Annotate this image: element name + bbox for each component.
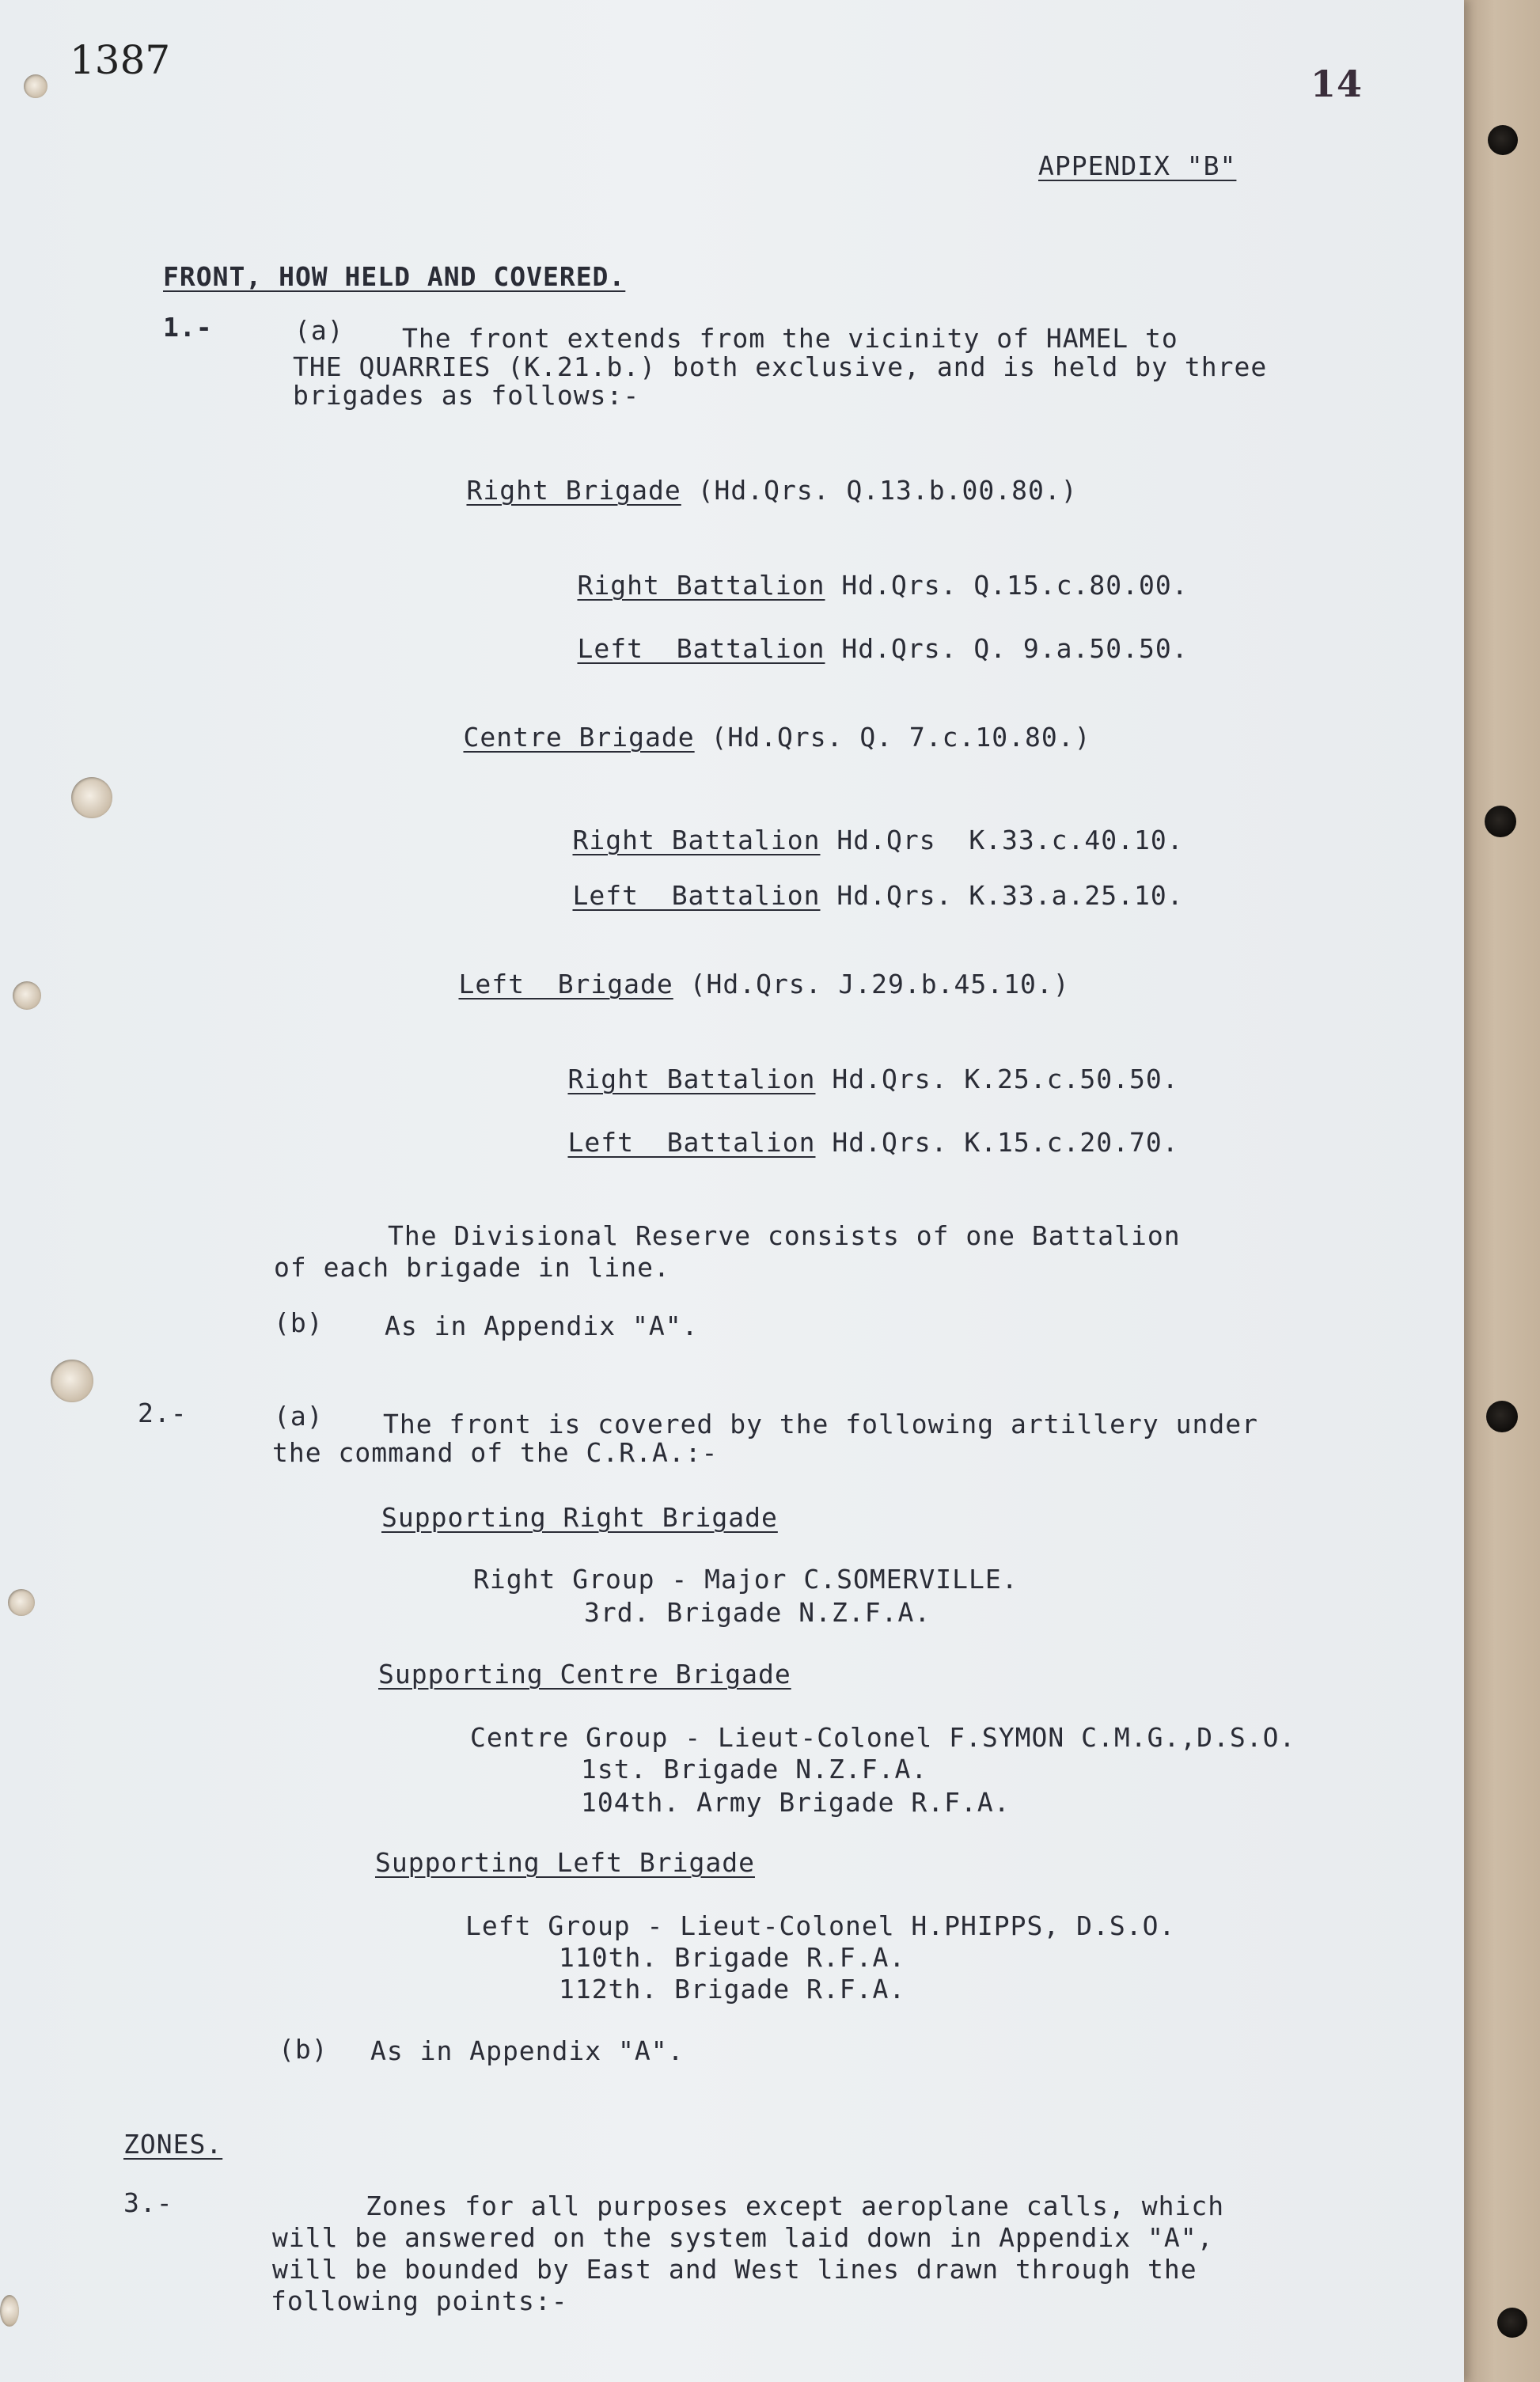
punch-hole	[8, 1589, 35, 1616]
group-line: 112th. Brigade R.F.A.	[559, 1974, 906, 2005]
body-line: will be bounded by East and West lines drawn through the	[272, 2254, 1197, 2285]
subparagraph-label: (b)	[279, 2034, 328, 2065]
battalion-label: Left Battalion	[572, 880, 821, 911]
brigade-hq: (Hd.Qrs. Q.13.b.00.80.)	[697, 475, 1078, 506]
group-line: Left Group - Lieut-Colonel H.PHIPPS, D.S.O.	[465, 1910, 1176, 1941]
battalion-label: Right Battalion	[567, 1064, 816, 1094]
brigade-entry	[397, 690, 1091, 785]
battalion-hq: Hd.Qrs. K.15.c.20.70.	[832, 1127, 1179, 1158]
battalion-label: Left Battalion	[567, 1127, 816, 1158]
body-line: As in Appendix "A".	[385, 1310, 699, 1341]
folio-number: 1387	[70, 37, 171, 83]
binder-hole	[1485, 806, 1516, 837]
body-line: the command of the C.R.A.:-	[272, 1437, 719, 1468]
group-line: 110th. Brigade R.F.A.	[559, 1942, 906, 1973]
group-heading: Supporting Centre Brigade	[378, 1659, 791, 1690]
body-line: following points:-	[271, 2285, 568, 2316]
group-line: 104th. Army Brigade R.F.A.	[581, 1787, 1011, 1818]
subparagraph-label: (a)	[294, 315, 344, 346]
brigade-entry	[400, 443, 1078, 538]
battalion-label: Right Battalion	[572, 825, 821, 855]
body-line: THE QUARRIES (K.21.b.) both exclusive, and is held by three	[293, 351, 1268, 382]
body-line: As in Appendix "A".	[370, 2035, 685, 2066]
brigade-hq: (Hd.Qrs. J.29.b.45.10.)	[689, 969, 1070, 999]
battalion-label: Left Battalion	[577, 633, 825, 664]
appendix-heading: APPENDIX "B"	[1038, 150, 1237, 181]
backing-board	[1464, 0, 1540, 2382]
section-heading-front: FRONT, HOW HELD AND COVERED.	[163, 261, 626, 292]
paragraph-number: 1.-	[163, 312, 213, 343]
brigade-entry	[393, 937, 1070, 1032]
battalion-entry	[502, 1095, 1179, 1190]
paragraph-number: 3.-	[123, 2187, 173, 2218]
group-line: Right Group - Major C.SOMERVILLE.	[473, 1564, 1018, 1595]
punch-hole	[51, 1360, 93, 1402]
page-number: 14	[1311, 63, 1364, 105]
group-line: 1st. Brigade N.Z.F.A.	[581, 1754, 928, 1785]
binder-hole	[1497, 2308, 1527, 2338]
group-heading: Supporting Right Brigade	[381, 1502, 778, 1533]
punch-hole	[24, 74, 47, 98]
subparagraph-label: (b)	[274, 1307, 324, 1338]
body-line: The Divisional Reserve consists of one Battalion	[388, 1220, 1181, 1251]
body-line: brigades as follows:-	[293, 380, 640, 411]
subparagraph-label: (a)	[274, 1401, 324, 1432]
brigade-label: Left Brigade	[458, 969, 673, 999]
battalion-entry	[511, 601, 1189, 696]
punch-hole	[13, 981, 41, 1010]
battalion-label: Right Battalion	[577, 570, 825, 601]
body-line: of each brigade in line.	[274, 1252, 670, 1283]
brigade-label: Centre Brigade	[463, 722, 695, 753]
battalion-hq: Hd.Qrs K.33.c.40.10.	[836, 825, 1184, 855]
group-heading: Supporting Left Brigade	[375, 1847, 755, 1878]
group-line: Centre Group - Lieut-Colonel F.SYMON C.M.G.,D.S.O.	[470, 1722, 1296, 1753]
punch-hole	[0, 2295, 19, 2327]
body-line: The front extends from the vicinity of HAMEL to	[402, 323, 1178, 354]
body-line: will be answered on the system laid down in Appendix "A",	[272, 2222, 1214, 2253]
battalion-entry	[506, 848, 1184, 943]
paragraph-number: 2.-	[138, 1398, 188, 1428]
battalion-hq: Hd.Qrs. K.33.a.25.10.	[836, 880, 1184, 911]
brigade-label: Right Brigade	[466, 475, 681, 506]
battalion-hq: Hd.Qrs. Q.15.c.80.00.	[841, 570, 1189, 601]
battalion-hq: Hd.Qrs. K.25.c.50.50.	[832, 1064, 1179, 1094]
brigade-hq: (Hd.Qrs. Q. 7.c.10.80.)	[711, 722, 1091, 753]
group-line: 3rd. Brigade N.Z.F.A.	[584, 1597, 931, 1628]
section-heading-zones: ZONES.	[123, 2129, 223, 2160]
body-line: The front is covered by the following artillery under	[383, 1409, 1258, 1439]
battalion-hq: Hd.Qrs. Q. 9.a.50.50.	[841, 633, 1189, 664]
body-line: Zones for all purposes except aeroplane calls, which	[366, 2190, 1225, 2221]
binder-hole	[1486, 1401, 1518, 1432]
binder-hole	[1488, 125, 1518, 155]
punch-hole	[71, 777, 112, 818]
